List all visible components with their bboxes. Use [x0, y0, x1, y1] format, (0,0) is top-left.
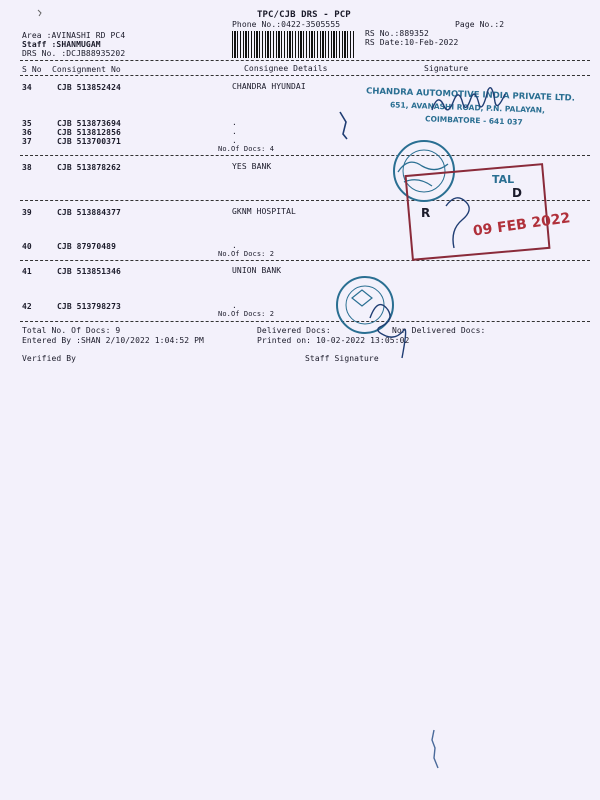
row-consignee: .	[232, 118, 237, 127]
row-sno: 34	[22, 83, 32, 92]
company-stamp-line3: COIMBATORE - 641 037	[424, 114, 523, 127]
staff-label: Staff :SHANMUGAM	[22, 40, 101, 49]
rs-date: RS Date:10-Feb-2022	[365, 38, 459, 47]
row-sno: 36	[22, 128, 32, 137]
col-sno: S No	[22, 65, 42, 74]
row-consignment: CJB 513851346	[57, 267, 121, 276]
group-doc-count: No.Of Docs: 4	[218, 145, 275, 153]
signature-scribble	[432, 88, 505, 110]
row-consignment: CJB 513878262	[57, 163, 121, 172]
page-number: Page No.:2	[455, 20, 505, 29]
row-consignment: CJB 513873694	[57, 119, 121, 128]
area-label: Area :AVINASHI RD PC4	[22, 31, 126, 40]
row-consignee: GKNM HOSPITAL	[232, 207, 296, 216]
total-docs: Total No. Of Docs: 9	[22, 326, 121, 335]
row-sno: 38	[22, 163, 32, 172]
non-delivered-docs: Non Delivered Docs:	[392, 326, 486, 335]
group-doc-count: No.Of Docs: 2	[218, 310, 275, 318]
row-consignee: .	[232, 241, 237, 250]
row-consignee: CHANDRA HYUNDAI	[232, 82, 306, 91]
corner-mark	[38, 10, 41, 16]
received-signature	[446, 198, 469, 248]
col-signature: Signature	[424, 64, 469, 73]
row-sno: 35	[22, 119, 32, 128]
ink-mark	[340, 112, 347, 139]
col-consignment: Consignment No	[52, 65, 121, 74]
company-stamp-line1: CHANDRA AUTOMOTIVE INDIA PRIVATE LTD.	[365, 86, 576, 104]
staff-signature-label: Staff Signature	[305, 354, 379, 363]
row-sno: 41	[22, 267, 32, 276]
row-consignment: CJB 513884377	[57, 208, 121, 217]
row-consignment: CJB 513812856	[57, 128, 121, 137]
verified-by: Verified By	[22, 354, 77, 363]
row-consignment: CJB 513798273	[57, 302, 121, 311]
group-doc-count: No.Of Docs: 2	[218, 250, 275, 258]
row-consignment: CJB 513852424	[57, 83, 121, 92]
round-seal-inner	[403, 150, 445, 192]
row-sno: 39	[22, 208, 32, 217]
delivered-docs: Delivered Docs:	[257, 326, 331, 335]
row-consignee: .	[232, 136, 237, 145]
stamp-fragment-tal: TAL	[492, 173, 515, 186]
rs-number: RS No.:889352	[365, 29, 429, 38]
col-consignee: Consignee Details	[244, 64, 328, 73]
row-consignment: CJB 87970489	[57, 242, 116, 251]
entered-by: Entered By :SHAN 2/10/2022 1:04:52 PM	[22, 336, 204, 345]
received-stamp-date: 09 FEB 2022	[472, 210, 572, 240]
stamp-fragment-r: R	[421, 206, 431, 220]
row-consignment: CJB 513700371	[57, 137, 121, 146]
phone-number: Phone No.:0422-3505555	[232, 20, 341, 29]
row-consignee: .	[232, 301, 237, 310]
row-sno: 42	[22, 302, 32, 311]
stray-ink-mark	[432, 730, 438, 768]
row-sno: 37	[22, 137, 32, 146]
row-consignee: UNION BANK	[232, 266, 282, 275]
printed-on: Printed on: 10-02-2022 13:05:02	[257, 336, 410, 345]
row-sno: 40	[22, 242, 32, 251]
stamp-fragment-d: D	[512, 186, 522, 200]
drs-title: TPC/CJB DRS - PCP	[257, 10, 351, 20]
company-stamp-line2: 651, AVANASHI ROAD, P.N. PALAYAN,	[389, 100, 546, 115]
drs-number: DRS No. :DCJB88935202	[22, 49, 126, 58]
row-consignee: .	[232, 127, 237, 136]
row-consignee: YES BANK	[232, 162, 272, 171]
bank-seal-emblem	[352, 290, 372, 306]
